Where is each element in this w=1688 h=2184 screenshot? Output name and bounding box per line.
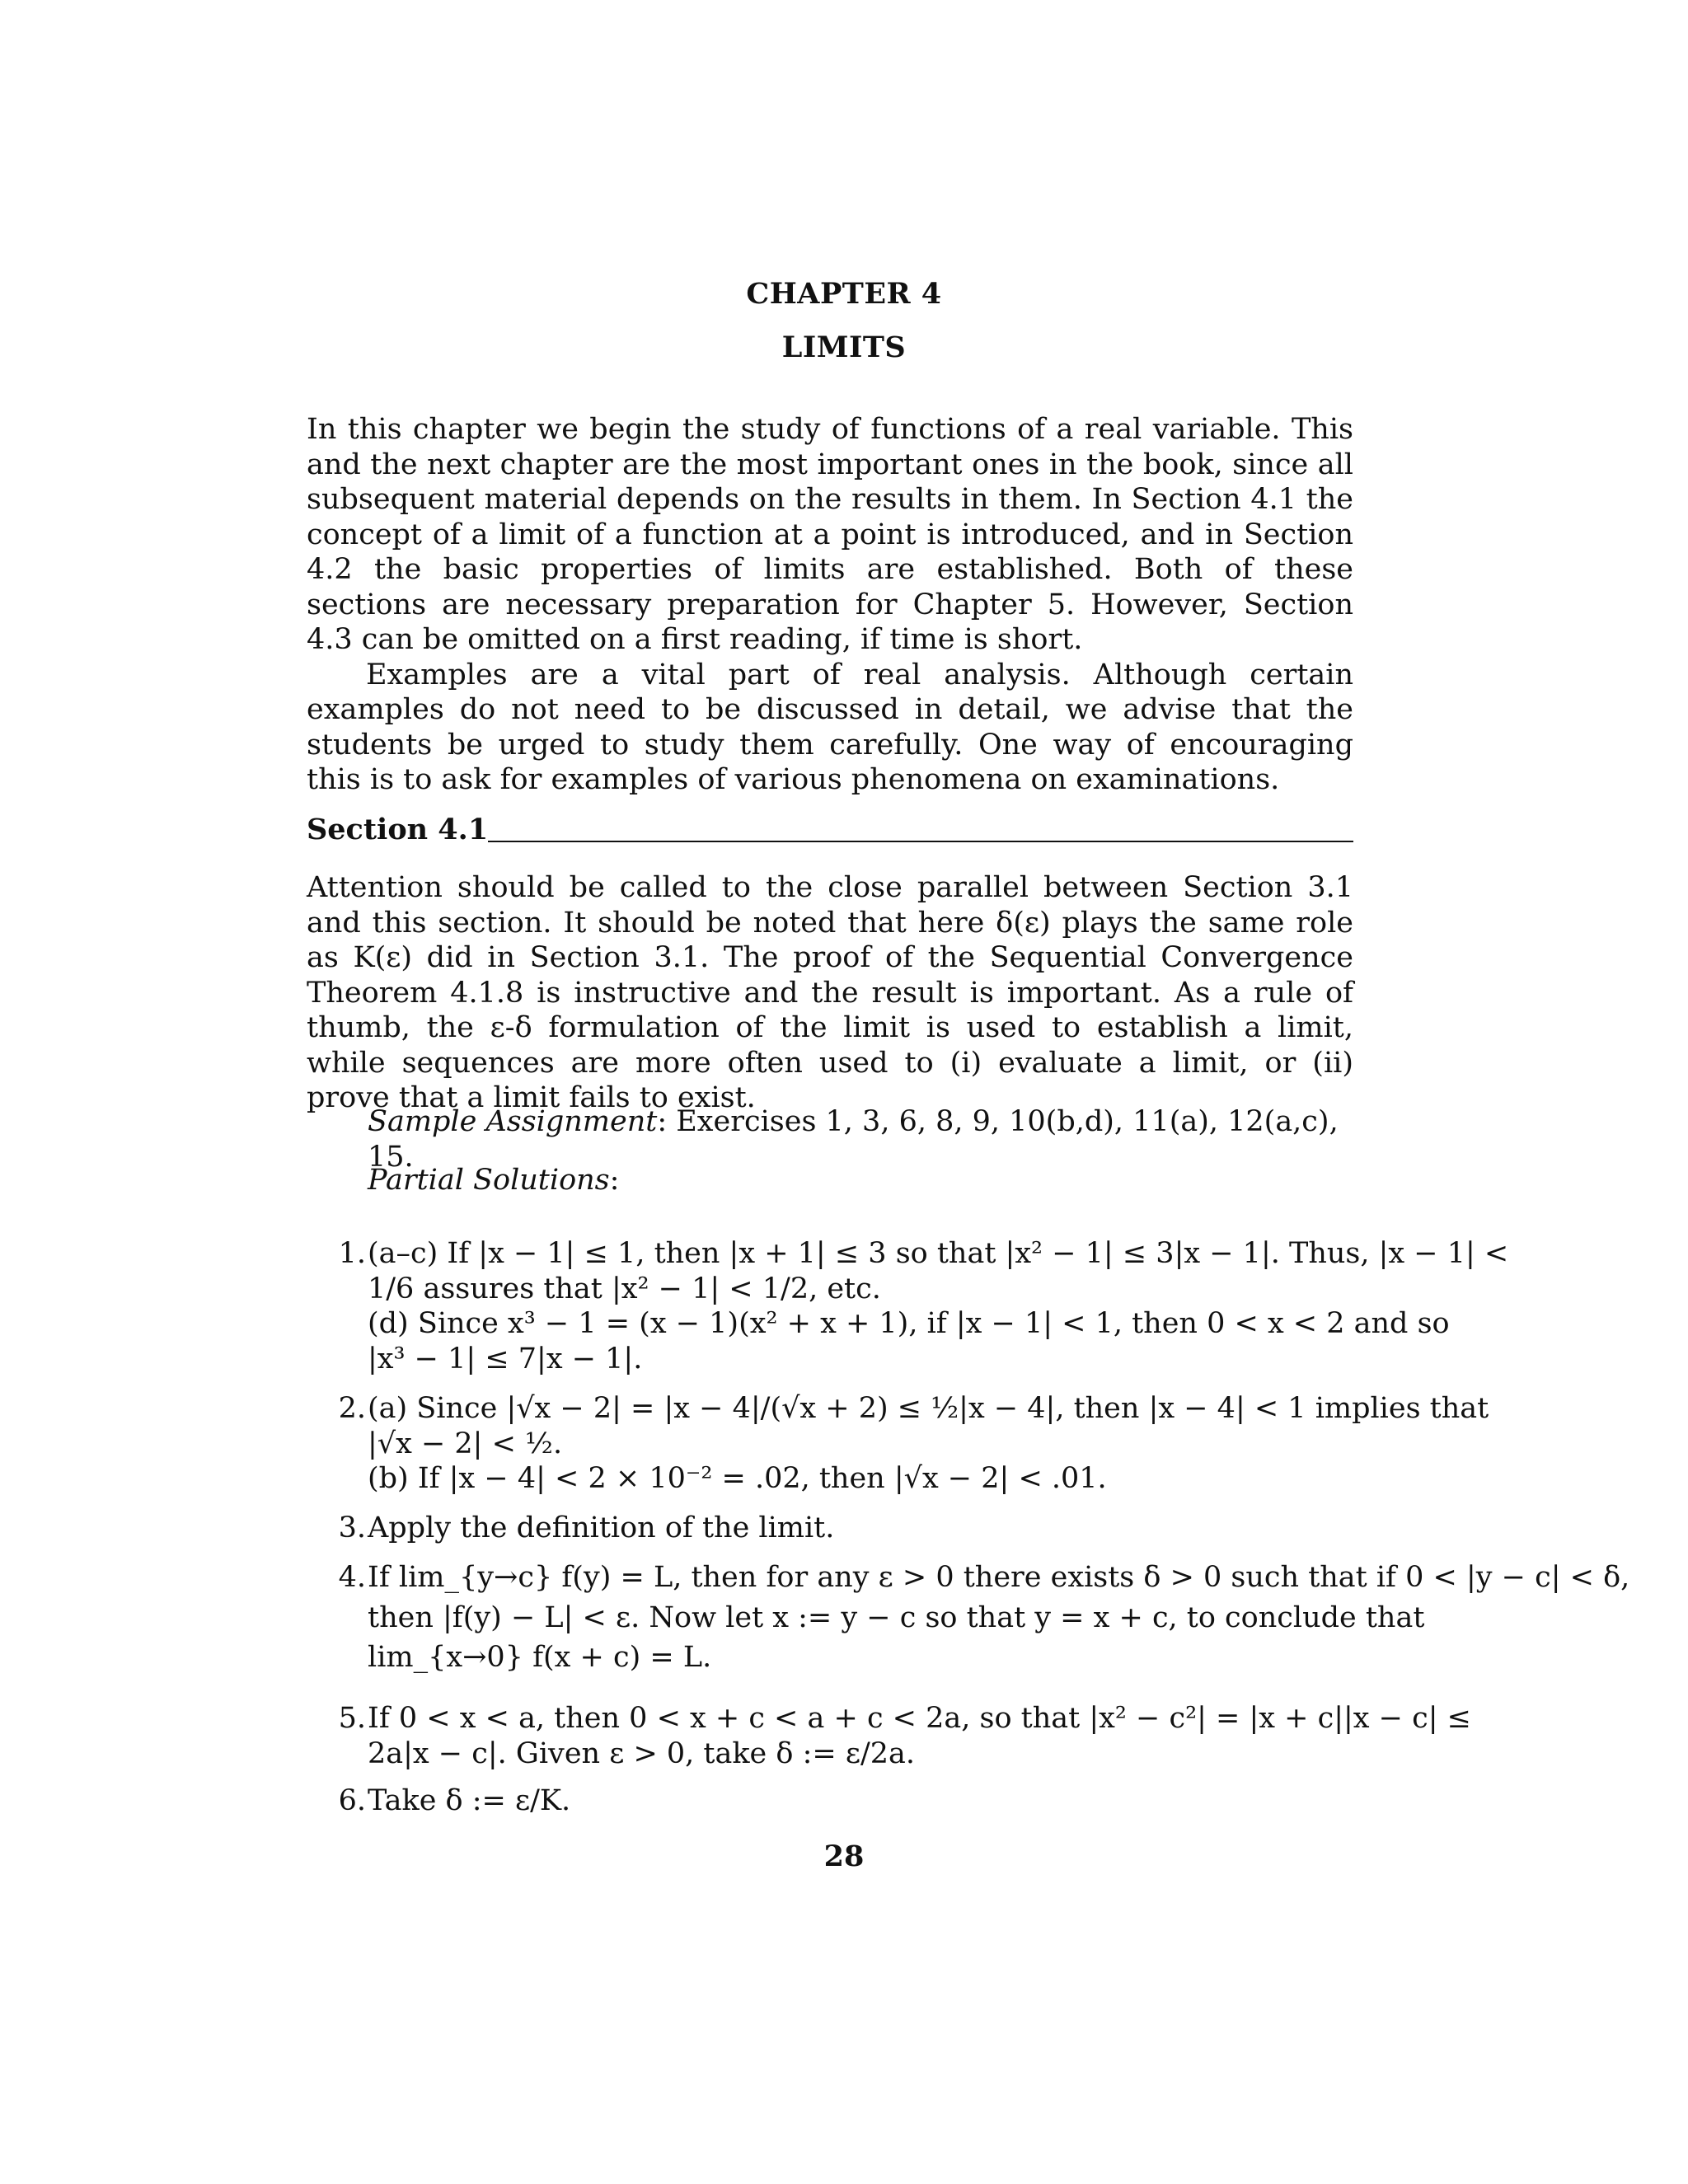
page-number: 28 (823, 1840, 865, 1873)
assignment-text: : Exercises 1, 3, 6, 8, 9, 10(b,d), 11(a), 12(a,c), 15. (368, 1105, 1339, 1174)
section-paragraph: Attention should be called to the close parallel between Section 3.1 and this section. It should be noted that here δ(ε) plays the same role as K(ε) did in Section 3.1. The proof of the Sequential Convergence Theorem 4.1.8 is instructive and the result is important. As a rule of thumb, the ε-δ formulation of the limit is used to establish a limit, while sequences are more often used to (i) evaluate a limit, or (ii) prove that a limit fails to exist. (307, 871, 1353, 1114)
solution-number: 1. (338, 1237, 366, 1270)
solution-line: (a–c) If |x − 1| ≤ 1, then |x + 1| ≤ 3 so that |x² − 1| ≤ 3|x − 1|. Thus, |x − 1| < (368, 1237, 1509, 1270)
section-paragraph-block (307, 870, 1353, 1116)
solution-number: 5. (338, 1702, 366, 1735)
solution-line: lim_{x→0} f(x + c) = L. (368, 1641, 712, 1674)
solution-body (368, 1236, 1509, 1376)
solution-body (368, 1511, 1353, 1546)
solution-line: then |f(y) − L| < ε. Now let x := y − c so that y = x + c, to conclude that (368, 1601, 1425, 1634)
solution-number: 3. (338, 1511, 366, 1544)
solution-line: |x³ − 1| ≤ 7|x − 1|. (368, 1342, 643, 1376)
chapter-title: LIMITS (781, 330, 907, 364)
solution-line: (d) Since x³ − 1 = (x − 1)(x² + x + 1), if |x − 1| < 1, then 0 < x < 2 and so (368, 1307, 1450, 1340)
section-rule (488, 841, 1353, 842)
solution-line: Apply the definition of the limit. (368, 1511, 835, 1544)
solution-line: |√x − 2| < ½. (368, 1427, 563, 1460)
solution-body (368, 1701, 1471, 1771)
partial-solutions-heading (368, 1163, 1357, 1198)
solution-body (368, 1391, 1489, 1497)
section-title: Section 4.1 (307, 813, 489, 846)
solutions-label: Partial Solutions (368, 1164, 610, 1197)
intro-block (307, 412, 1353, 798)
solution-number: 4. (338, 1561, 366, 1594)
solutions-colon: : (609, 1164, 620, 1197)
solution-line: If lim_{y→c} f(y) = L, then for any ε > 0 there exists δ > 0 such that if 0 < |y − c| < δ, (368, 1561, 1630, 1594)
solution-body (368, 1783, 1353, 1819)
intro-paragraph-2: Examples are a vital part of real analysis. Although certain examples do not need to be discussed in detail, we advise that the students be urged to study them carefully. One way of encouraging this is to ask for examples of various phenomena on examinations. (307, 658, 1353, 796)
solution-line: Take δ := ε/K. (368, 1784, 571, 1817)
solution-number: 2. (338, 1392, 366, 1425)
solution-line: If 0 < x < a, then 0 < x + c < a + c < 2a, so that |x² − c²| = |x + c||x − c| ≤ (368, 1702, 1471, 1735)
solution-body (368, 1560, 1630, 1675)
solution-line: 2a|x − c|. Given ε > 0, take δ := ε/2a. (368, 1736, 916, 1770)
solution-number: 6. (338, 1784, 366, 1817)
assignment-label: Sample Assignment (368, 1105, 658, 1138)
section-heading (307, 813, 1353, 849)
chapter-label: CHAPTER 4 (746, 277, 942, 311)
intro-paragraph-1: In this chapter we begin the study of functions of a real variable. This and the next chapter are the most important ones in the book, since all subsequent material depends on the results in them. In Section 4.1 the concept of a limit of a function at a point is introduced, and in Section 4.2 the basic properties of limits are established. Both of these sections are necessary preparation for Chapter 5. However, Section 4.3 can be omitted on a first reading, if time is short. (307, 413, 1353, 656)
solution-line: (b) If |x − 4| < 2 × 10⁻² = .02, then |√x − 2| < .01. (368, 1462, 1107, 1495)
solution-line: (a) Since |√x − 2| = |x − 4|/(√x + 2) ≤ ½|x − 4|, then |x − 4| < 1 implies that (368, 1392, 1489, 1425)
solution-line: 1/6 assures that |x² − 1| < 1/2, etc. (368, 1272, 881, 1305)
